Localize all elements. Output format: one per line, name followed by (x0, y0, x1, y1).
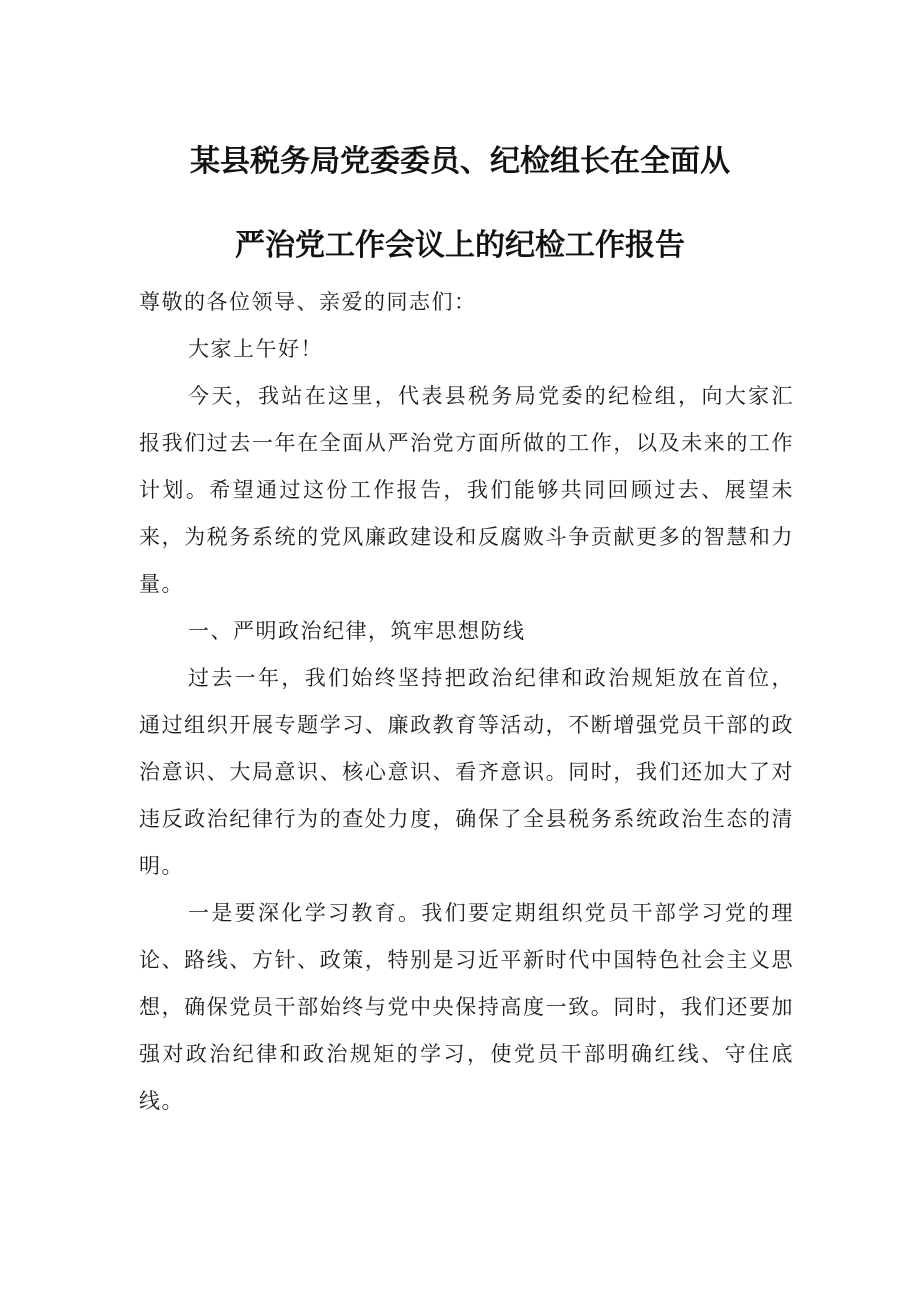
section-1-heading: 一、严明政治纪律，筑牢思想防线 (188, 619, 526, 643)
document-title-line-2: 严治党工作会议上的纪检工作报告 (235, 228, 685, 263)
document-body (139, 279, 794, 1125)
greeting: 大家上午好！ (188, 337, 323, 361)
section-1-body-paragraph: 过去一年，我们始终坚持把政治纪律和政治规矩放在首位，通过组织开展专题学习、廉政教育等活动，不断增强党员干部的政治意识、大局意识、核心意识、看齐意识。同时，我们还加大了对违反政治纪律行为的查处力度，确保了全县税务系统政治生态的清明。 (139, 666, 794, 878)
document-title-line-1: 某县税务局党委委员、纪检组长在全面从 (190, 144, 730, 179)
point-1-paragraph: 一是要深化学习教育。我们要定期组织党员干部学习党的理论、路线、方针、政策，特别是习近平新时代中国特色社会主义思想，确保党员干部始终与党中央保持高度一致。同时，我们还要加强对政治纪律和政治规矩的学习，使党员干部明确红线、守住底线。 (139, 901, 794, 1113)
intro-paragraph: 今天，我站在这里，代表县税务局党委的纪检组，向大家汇报我们过去一年在全面从严治党方面所做的工作，以及未来的工作计划。希望通过这份工作报告，我们能够共同回顾过去、展望未来，为税务系统的党风廉政建设和反腐败斗争贡献更多的智慧和力量。 (139, 384, 794, 596)
salutation: 尊敬的各位领导、亲爱的同志们： (139, 290, 477, 314)
